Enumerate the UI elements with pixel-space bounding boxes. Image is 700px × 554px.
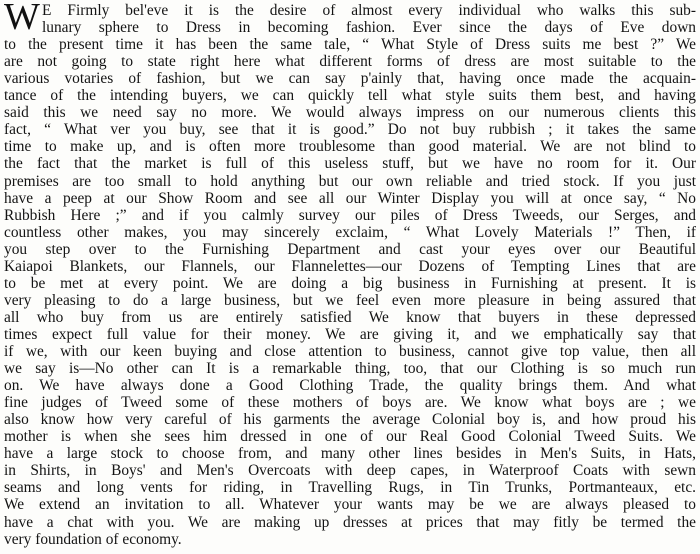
text-line: in Shirts, in Boys' and Men's Overcoats with deep capes, in Waterproof Coats with sewn — [4, 462, 696, 480]
text-line: lunary sphere to Dress in becoming fashion. Ever since the days of Eve down — [42, 19, 696, 37]
text-line: E Firmly bel'eve it is the desire of almost every individual who walks this sub- — [42, 2, 696, 19]
text-line: the fact that the market is full of this useless stuff, but we have no room for it. Our — [4, 155, 696, 173]
text-line: very foundation of economy. — [4, 530, 182, 548]
text-line: mother is when she sees him dressed in one of our Real Good Colonial Tweed Suits. We — [4, 428, 696, 446]
text-line: very pleasing to do a large business, but we feel even more pleasure in being assured that — [4, 291, 696, 309]
text-line: said this we need say no more. We would always impress on our numerous clients this — [4, 104, 696, 122]
text-line: have a chat with you. We are making up dresses at prices that may fitly be termed the — [4, 513, 696, 531]
text-line: We extend an invitation to all. Whatever your wants may be we are always pleased to — [4, 496, 696, 514]
text-line: Kaiapoi Blankets, our Flannels, our Flannelettes—our Dozens of Tempting Lines that are — [4, 257, 696, 275]
text-line: you step over to the Furnishing Department and cast your eyes over our Beautiful — [4, 240, 696, 258]
text-line: fact, “ What ver you buy, see that it is good.” Do not buy rubbish ; it takes the same — [4, 121, 696, 139]
text-line: seams and long vents for riding, in Travelling Rugs, in Tin Trunks, Portmanteaux, etc. — [4, 479, 696, 497]
text-line: have a large stock to choose from, and many other lines besides in Men's Suits, in Hats, — [4, 445, 696, 463]
drop-cap-letter: W — [4, 0, 40, 38]
text-line: fine judges of Tweed some of these mothers of boys are. We know what boys are ; we — [4, 394, 696, 412]
text-line: we say is—No other can It is a remarkable thing, too, that our Clothing is so much run — [4, 360, 696, 378]
text-line: on. We have always done a Good Clothing Trade, the quality brings them. And what — [4, 377, 696, 395]
text-line: countless other makes, you may sincerely exclaim, “ What Lovely Materials !” Then, if — [4, 223, 696, 241]
text-line: various votaries of fashion, but we can say p'ainly that, having once made the acquain- — [4, 70, 696, 88]
text-line: are not going to state right here what different forms of dress are most suitable to the — [4, 53, 696, 71]
text-line: also know how very careful of his garments the average Colonial boy is, and how proud his — [4, 411, 696, 429]
text-line: have a peep at our Show Room and see all our Winter Display you will at once say, “ No — [4, 189, 696, 207]
text-line: tance of the intending buyers, we can quickly tell what style suits them best, and having — [4, 87, 696, 105]
text-line: if we, with our keen buying and close attention to business, cannot give top value, then all — [4, 343, 696, 360]
text-line: all who buy from us are entirely satisfied We know that buyers in these depressed — [4, 308, 696, 326]
text-line: Rubbish Here ;” and if you calmly survey our piles of Dress Tweeds, our Serges, and — [4, 206, 696, 224]
text-line: to the present time it has been the same tale, “ What Style of Dress suits me best ?” We — [4, 36, 696, 54]
text-line: time to make up, and is often more troublesome than good material. We are not blind to — [4, 138, 696, 156]
text-line: times expect full value for their money. We are giving it, and we emphatically say that — [4, 325, 696, 343]
text-line: premises are too small to hold anything but our own reliable and tried stock. If you just — [4, 172, 696, 190]
text-line: to be met at every point. We are doing a big business in Furnishing at present. It is — [4, 274, 696, 292]
